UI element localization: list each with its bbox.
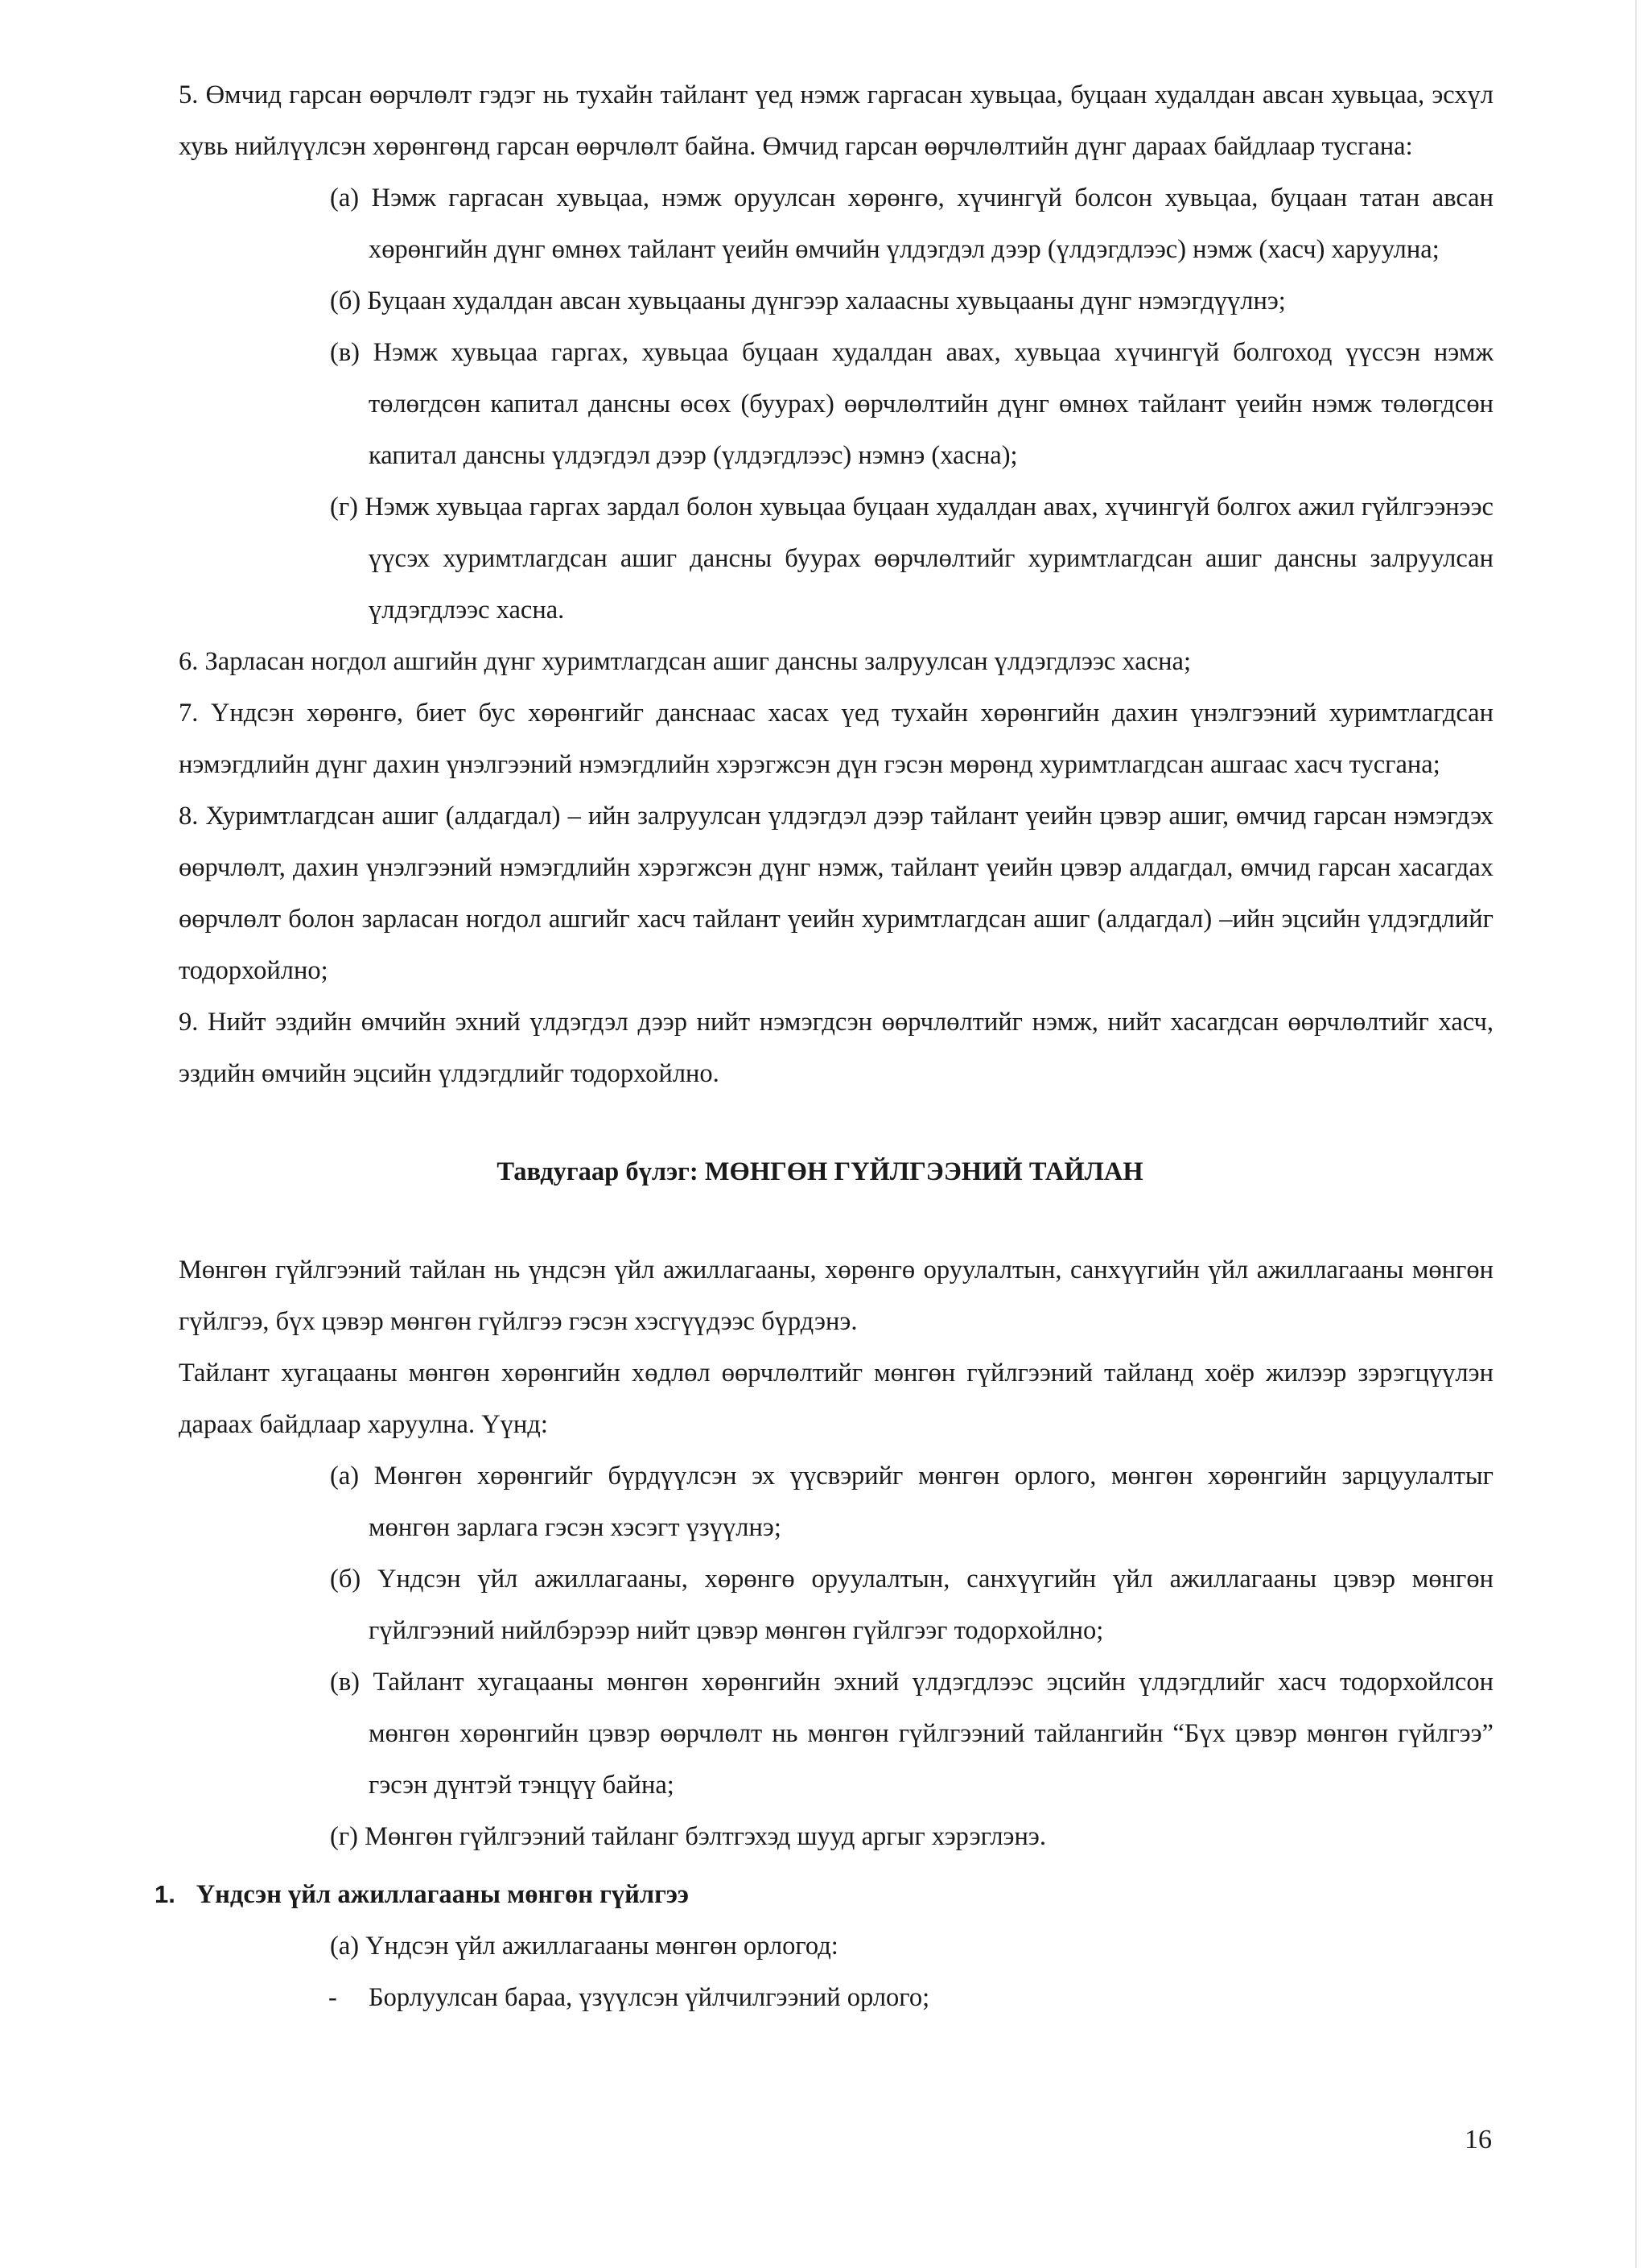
intro-paragraph-2: Тайлант хугацааны мөнгөн хөрөнгийн хөдлөл өөрчлөлтийг мөнгөн гүйлгээний тайланд хоёр жилээр зэрэгцүүлэн дараах байдлаар харуулна. Үүнд:: [179, 1359, 1494, 1439]
list-item: (а) Мөнгөн хөрөнгийг бүрдүүлсэн эх үүсвэрийг мөнгөн орлого, мөнгөн хөрөнгийн зарцуулалтыг мөнгөн зарлага гэсэн хэсэгт үзүүлнэ;: [330, 1462, 1494, 1542]
paragraph-5: 5. Өмчид гарсан өөрчлөлт гэдэг нь тухайн тайлант үед нэмж гаргасан хувьцаа, буцаан худалдан авсан хувьцаа, эсхүл хувь нийлүүлсэн хөрөнгөнд гарсан өөрчлөлт байна. Өмчид гарсан өөрчлөлтийн дүнг дараах байдлаар тусгана:: [179, 80, 1494, 161]
list-item: (г) Мөнгөн гүйлгээний тайланг бэлтгэхэд шууд аргыг хэрэглэнэ.: [330, 1822, 1046, 1851]
list-item: (г) Нэмж хувьцаа гаргах зардал болон хувьцаа буцаан худалдан авах, хүчингүй болгох ажил гүйлгээнээс үүсэх хуримтлагдсан ашиг дансны буурах өөрчлөлтийг хуримтлагдсан ашиг дансны залруулсан үлдэгдлээс хасна.: [330, 493, 1494, 625]
list-item: (в) Нэмж хувьцаа гаргах, хувьцаа буцаан худалдан авах, хувьцаа хүчингүй болгоход үүссэн нэмж төлөгдсөн капитал дансны өсөх (буурах) өөрчлөлтийн дүнг өмнөх тайлант үеийн нэмж төлөгдсөн капитал дансны үлдэгдэл дээр (үлдэгдлээс) нэмнэ (хасна);: [330, 338, 1494, 470]
page-body: [154, 69, 1494, 2023]
list-item: (а) Үндсэн үйл ажиллагааны мөнгөн орлогод:: [330, 1932, 838, 1961]
list-item: (а) Нэмж гаргасан хувьцаа, нэмж оруулсан хөрөнгө, хүчингүй болсон хувьцаа, буцаан татан авсан хөрөнгийн дүнг өмнөх тайлант үеийн өмчийн үлдэгдэл дээр (үлдэгдлээс) нэмж (хасч) харуулна;: [330, 184, 1494, 264]
list-item: (в) Тайлант хугацааны мөнгөн хөрөнгийн эхний үлдэгдлээс эцсийн үлдэгдлийг хасч тодорхойлсон мөнгөн хөрөнгийн цэвэр өөрчлөлт нь мөнгөн гүйлгээний тайлангийн “Бүх цэвэр мөнгөн гүйлгээ” гэсэн дүнтэй тэнцүү байна;: [330, 1668, 1494, 1800]
list-item: (б) Үндсэн үйл ажиллагааны, хөрөнгө оруулалтын, санхүүгийн үйл ажиллагааны цэвэр мөнгөн гүйлгээний нийлбэрээр нийт цэвэр мөнгөн гүйлгээг тодорхойлно;: [330, 1565, 1494, 1645]
intro-list: [179, 1450, 1494, 1862]
dash-list-item: [179, 1972, 1494, 2023]
page-number: 16: [1465, 2125, 1492, 2155]
paragraph-7: 7. Үндсэн хөрөнгө, биет бус хөрөнгийг данснаас хасах үед тухайн хөрөнгийн дахин үнэлгээний хуримтлагдсан нэмэгдлийн дүнг дахин үнэлгээний нэмэгдлийн хэрэгжсэн дүн гэсэн мөрөнд хуримтлагдсан ашгаас хасч тусгана;: [179, 699, 1494, 779]
section-title: Үндсэн үйл ажиллагааны мөнгөн гүйлгээ: [196, 1880, 689, 1909]
dash-item-text: Борлуулсан бараа, үзүүлсэн үйлчилгээний орлого;: [369, 1983, 930, 2012]
section-1-list: [179, 1920, 1494, 1972]
paragraph-5-list: [179, 172, 1494, 636]
list-item: (б) Буцаан худалдан авсан хувьцааны дүнгээр халаасны хувьцааны дүнг нэмэгдүүлнэ;: [330, 287, 1286, 315]
scan-edge: [1635, 0, 1637, 2268]
chapter-heading: Тавдугаар бүлэг: МӨНГӨН ГҮЙЛГЭЭНИЙ ТАЙЛАН: [496, 1157, 1143, 1186]
section-number: 1.: [154, 1880, 175, 1908]
intro-paragraph-1: Мөнгөн гүйлгээний тайлан нь үндсэн үйл ажиллагааны, хөрөнгө оруулалтын, санхүүгийн үйл ажиллагааны мөнгөн гүйлгээ, бүх цэвэр мөнгөн гүйлгээ гэсэн хэсгүүдээс бүрдэнэ.: [179, 1256, 1494, 1336]
dash-bullet: -: [328, 1983, 337, 2012]
paragraph-9: 9. Нийт эздийн өмчийн эхний үлдэгдэл дээр нийт нэмэгдсэн өөрчлөлтийг нэмж, нийт хасагдсан өөрчлөлтийг хасч, эздийн өмчийн эцсийн үлдэгдлийг тодорхойлно.: [179, 1008, 1494, 1088]
section-1-heading: [154, 1869, 1469, 1920]
paragraph-8: 8. Хуримтлагдсан ашиг (алдагдал) – ийн залруулсан үлдэгдэл дээр тайлант үеийн цэвэр ашиг, өмчид гарсан нэмэгдэх өөрчлөлт, дахин үнэлгээний нэмэгдлийн хэрэгжсэн дүнг нэмж, тайлант үеийн цэвэр алдагдал, өмчид гарсан хасагдах өөрчлөлт болон зарласан ногдол ашгийг хасч тайлант үеийн хуримтлагдсан ашиг (алдагдал) –ийн эцсийн үлдэгдлийг тодорхойлно;: [179, 802, 1494, 985]
paragraph-6: 6. Зарласан ногдол ашгийн дүнг хуримтлагдсан ашиг дансны залруулсан үлдэгдлээс хасна;: [179, 647, 1191, 676]
